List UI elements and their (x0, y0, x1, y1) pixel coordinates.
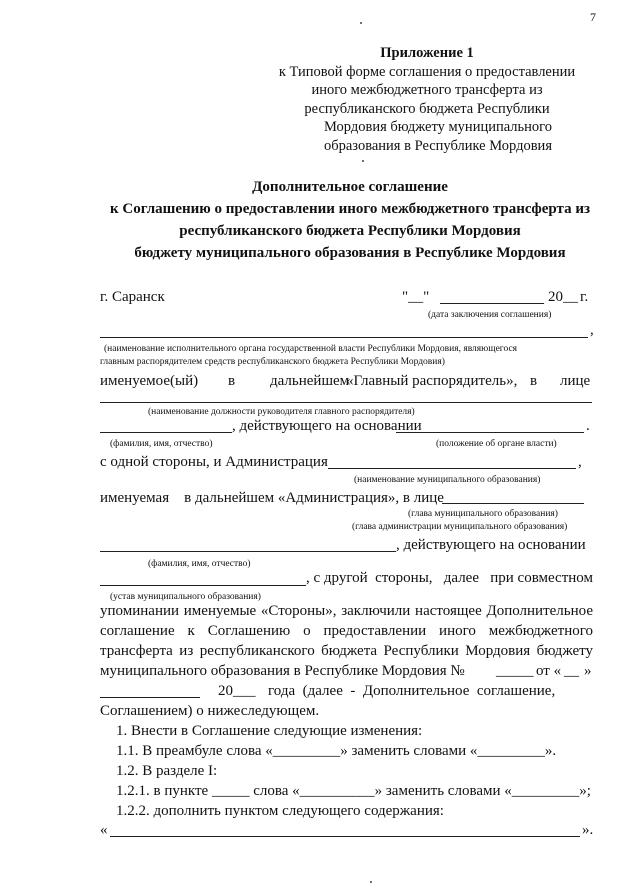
appendix-line: иного межбюджетного трансферта из (311, 82, 543, 98)
appendix-header (262, 44, 592, 155)
named-word: лице (560, 373, 591, 389)
appendix-line: к Типовой форме соглашения о предоставлении (278, 63, 576, 80)
comma: , (590, 322, 594, 338)
title-line: к Соглашению о предоставлении иного межбюджетного трансферта из (109, 201, 591, 217)
named-word: в (530, 373, 538, 389)
date-month-field[interactable] (440, 303, 544, 304)
item-1-2: 1.2. В разделе I: (116, 763, 218, 779)
charter-caption: (устав муниципального образования) (110, 592, 261, 602)
scan-speck (360, 22, 362, 24)
one-side-text: с одной стороны, и Администрация (100, 454, 328, 470)
quote-open: « (100, 822, 108, 838)
acting-text: , действующего на основании (232, 418, 422, 434)
item-1-2-2: 1.2.2. дополнить пунктом следующего содержания: (116, 803, 444, 819)
title-line: бюджету муниципального образования в Республике Мордовия (134, 245, 566, 261)
head-position-field[interactable] (100, 402, 592, 403)
authority-name-field[interactable] (100, 337, 588, 338)
city: г. Саранск (100, 289, 165, 305)
paragraph-line: » (584, 663, 592, 679)
date-day: "__" (402, 289, 430, 305)
day-blank[interactable]: __ (564, 663, 579, 679)
paragraph-line: Соглашением) о нижеследующем. (100, 703, 320, 719)
paragraph-line: упоминании именуемые «Стороны», заключили настоящее Дополнительное (100, 603, 593, 619)
title-line: республиканского бюджета Республики Мордовия (179, 223, 521, 239)
authority-basis-field[interactable] (396, 432, 584, 433)
paragraph-line: муниципального образования в Республике Мордовия № (100, 663, 465, 679)
paragraph-line: от « (536, 663, 562, 679)
appendix-line: республиканского бюджета Республики (304, 100, 550, 117)
agreement-title (60, 176, 640, 264)
paragraph-line: соглашение к Соглашению о предоставлении иного межбюджетного (100, 623, 593, 639)
authority-caption: главным распорядителем средств республиканского бюджета Республики Мордовия) (100, 357, 445, 367)
named-word: «Главный распорядитель», (346, 373, 518, 389)
municipality-caption: (наименование муниципального образования) (354, 475, 541, 485)
other-side-text: , с другой стороны, далее при совместном (306, 570, 593, 586)
paragraph-line: года (далее - Дополнительное соглашение, (268, 683, 556, 699)
named2-text: именуемая в дальнейшем «Администрация», в лице (100, 490, 444, 506)
fio2-caption: (фамилия, имя, отчество) (148, 559, 251, 569)
municipality-name-field[interactable] (328, 468, 576, 469)
item-1-2-1: 1.2.1. в пункте _____ слова «__________» заменить словами «_________»; (116, 783, 591, 799)
page-number: 7 (590, 10, 596, 24)
date-year-suffix: г. (580, 289, 589, 305)
number-blank[interactable]: _____ (496, 663, 534, 679)
month-blank[interactable] (100, 697, 200, 698)
comma: , (578, 454, 582, 470)
appendix-line: образования в Республике Мордовия (323, 137, 552, 154)
date-caption: (дата заключения соглашения) (428, 310, 552, 320)
head-position-caption: (наименование должности руководителя главного распорядителя) (148, 407, 415, 417)
quote-close: ». (582, 822, 594, 838)
paragraph-line: трансферта из республиканского бюджета Республики Мордовия бюджету (100, 643, 593, 659)
title-line: Дополнительное соглашение (252, 179, 448, 195)
named-word: в (228, 373, 236, 389)
named-word: дальнейшем (270, 373, 350, 389)
new-point-field[interactable] (110, 836, 580, 837)
scan-speck (370, 881, 372, 883)
head-fio-field[interactable] (100, 432, 232, 433)
head-administration-caption: (глава администрации муниципального образования) (352, 522, 568, 532)
authority-caption: (наименование исполнительного органа государственной власти Республики Мордовия, являющегося (104, 344, 518, 354)
period: . (586, 418, 590, 434)
charter-field[interactable] (100, 585, 306, 586)
fio-caption: (фамилия, имя, отчество) (110, 439, 213, 449)
item-1-1: 1.1. В преамбуле слова «_________» заменить словами «_________». (116, 743, 557, 759)
head-municipality-field[interactable] (442, 503, 584, 504)
year-blank: 20___ (218, 683, 256, 699)
admin-fio-field[interactable] (100, 551, 396, 552)
named-word: именуемое(ый) (100, 373, 199, 389)
head-municipality-caption: (глава муниципального образования) (408, 509, 558, 519)
regulation-caption: (положение об органе власти) (436, 439, 557, 449)
appendix-title: Приложение 1 (380, 45, 474, 61)
acting2-text: , действующего на основании (396, 537, 586, 553)
appendix-line: Мордовия бюджету муниципального (324, 119, 552, 135)
date-year: 20__ (548, 289, 578, 305)
item-1: 1. Внести в Соглашение следующие изменения: (116, 723, 423, 739)
scan-speck (362, 160, 364, 162)
